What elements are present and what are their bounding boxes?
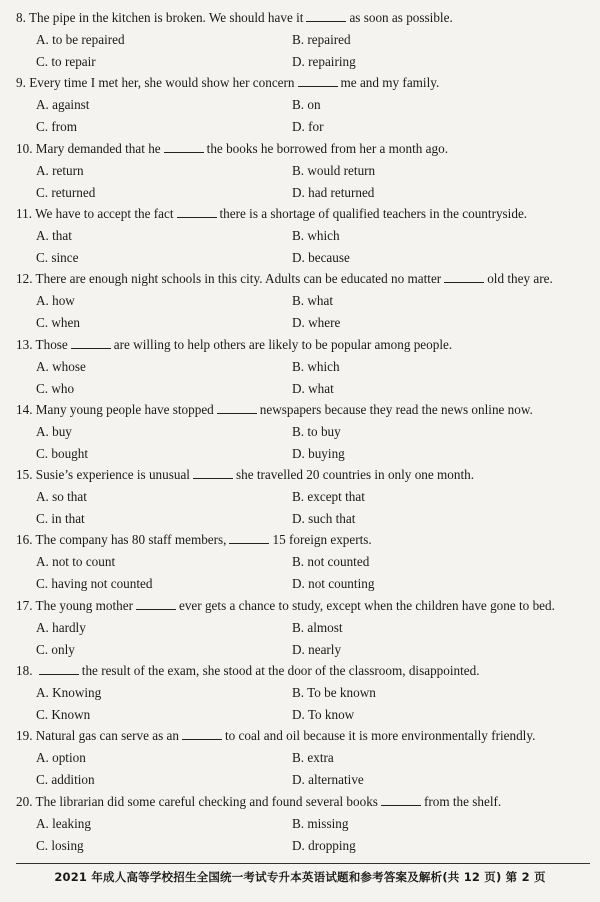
option-d: D. because <box>292 249 350 265</box>
option-b: B. not counted <box>292 554 370 570</box>
stem-after-blank: me and my family. <box>340 75 440 91</box>
question-number: 11. <box>16 205 32 221</box>
option-d: D. not counting <box>292 576 375 592</box>
option-b: B. on <box>292 97 321 113</box>
answer-blank <box>306 10 346 22</box>
option-b: B. would return <box>292 162 376 178</box>
stem-after-blank: there is a shortage of qualified teachers in the countryside. <box>219 205 528 221</box>
option-b: B. missing <box>292 815 349 831</box>
page-footer: 2021 年成人高等学校招生全国统一考试专升本英语试题和参考答案及解析(共 12 页) 第 2 页 <box>54 870 546 884</box>
option-d: D. dropping <box>292 837 356 853</box>
option-d: D. To know <box>292 707 355 722</box>
option-c: C. losing <box>36 837 84 853</box>
option-d: D. what <box>292 380 334 396</box>
stem-after-blank: old they are. <box>487 271 553 287</box>
option-c: C. when <box>36 315 80 331</box>
question-number: 8. <box>16 10 26 25</box>
stem-before-blank: There are enough night schools in this city. Adults can be educated no matter <box>35 271 442 287</box>
option-b: B. extra <box>292 750 334 766</box>
answer-blank <box>298 75 338 87</box>
option-b: B. to buy <box>292 423 341 439</box>
question-number: 17. <box>16 597 33 613</box>
question-stem <box>16 337 452 353</box>
stem-after-blank: are willing to help others are likely to be popular among people. <box>113 336 453 352</box>
option-a: A. to be repaired <box>36 32 125 47</box>
question-stem <box>16 141 448 157</box>
question-number: 18. <box>16 663 33 678</box>
stem-after-blank: she travelled 20 countries in only one month. <box>235 467 475 483</box>
footer-divider <box>16 863 590 864</box>
option-d: D. repairing <box>292 54 356 69</box>
stem-after-blank: from the shelf. <box>423 793 502 809</box>
stem-before-blank: Mary demanded that he <box>35 140 161 156</box>
stem-before-blank: The company has 80 staff members, <box>35 532 227 548</box>
option-b: B. what <box>292 293 334 309</box>
option-a: A. so that <box>36 489 87 505</box>
question-stem <box>16 794 501 810</box>
option-c: C. bought <box>36 445 89 461</box>
stem-before-blank: Those <box>35 336 68 352</box>
question-stem <box>16 271 553 287</box>
option-a: A. whose <box>36 358 86 374</box>
option-d: D. such that <box>292 511 356 527</box>
option-a: A. against <box>36 97 90 113</box>
option-d: D. had returned <box>292 184 375 200</box>
option-a: A. how <box>36 293 75 309</box>
question-number: 13. <box>16 336 33 352</box>
answer-blank <box>164 141 204 153</box>
question-number: 9. <box>16 75 26 91</box>
question-number: 15. <box>16 467 33 483</box>
question-stem <box>16 728 535 744</box>
option-b: B. To be known <box>292 685 376 700</box>
stem-before-blank: The librarian did some careful checking and found several books <box>35 793 378 809</box>
answer-blank <box>217 402 257 414</box>
question-number: 14. <box>16 401 33 417</box>
stem-before-blank: Many young people have stopped <box>35 401 214 417</box>
option-c: C. in that <box>36 511 85 527</box>
option-a: A. buy <box>36 423 72 439</box>
answer-blank <box>136 598 176 610</box>
option-a: A. leaking <box>36 815 91 831</box>
question-stem <box>16 663 480 679</box>
stem-before-blank: The young mother <box>35 597 133 613</box>
question-number: 20. <box>16 793 33 809</box>
option-a: A. hardly <box>36 619 86 635</box>
answer-blank <box>444 271 484 283</box>
answer-blank <box>39 663 79 675</box>
option-a: A. option <box>36 750 86 766</box>
answer-blank <box>381 794 421 806</box>
question-number: 19. <box>16 728 33 744</box>
option-c: C. Known <box>36 707 91 722</box>
option-a: A. that <box>36 227 72 243</box>
option-c: C. from <box>36 119 78 135</box>
option-d: D. where <box>292 315 341 331</box>
stem-before-blank: Natural gas can serve as an <box>35 728 179 744</box>
option-d: D. alternative <box>292 772 364 788</box>
option-c: C. to repair <box>36 54 96 69</box>
option-b: B. repaired <box>292 32 351 47</box>
option-c: C. addition <box>36 772 95 788</box>
answer-blank <box>193 467 233 479</box>
option-d: D. nearly <box>292 641 342 657</box>
option-d: D. buying <box>292 445 345 461</box>
stem-before-blank: Every time I met her, she would show her concern <box>29 75 295 91</box>
question-stem <box>16 532 372 548</box>
option-a: A. return <box>36 162 84 178</box>
answer-blank <box>229 532 269 544</box>
question-number: 12. <box>16 271 33 287</box>
option-c: C. only <box>36 641 75 657</box>
question-stem <box>16 206 527 222</box>
answer-blank <box>177 206 217 218</box>
stem-before-blank: The pipe in the kitchen is broken. We should have it <box>28 10 304 25</box>
stem-before-blank: Susie’s experience is unusual <box>35 467 190 483</box>
answer-blank <box>182 728 222 740</box>
option-b: B. which <box>292 358 340 374</box>
option-c: C. who <box>36 380 75 396</box>
stem-after-blank: 15 foreign experts. <box>272 532 372 548</box>
stem-after-blank: ever gets a chance to study, except when the children have gone to bed. <box>178 597 555 613</box>
question-stem <box>16 10 453 26</box>
stem-after-blank: the result of the exam, she stood at the door of the classroom, disappointed. <box>81 663 480 678</box>
question-number: 10. <box>16 140 33 156</box>
stem-before-blank: We have to accept the fact <box>35 205 174 221</box>
answer-blank <box>71 337 111 349</box>
stem-after-blank: newspapers because they read the news online now. <box>259 401 533 417</box>
stem-after-blank: as soon as possible. <box>349 10 453 25</box>
question-stem <box>16 75 439 91</box>
option-a: A. Knowing <box>36 685 102 700</box>
option-d: D. for <box>292 119 324 135</box>
option-c: C. since <box>36 249 79 265</box>
question-stem <box>16 467 474 483</box>
question-number: 16. <box>16 532 33 548</box>
stem-after-blank: to coal and oil because it is more environmentally friendly. <box>224 728 536 744</box>
option-b: B. almost <box>292 619 343 635</box>
question-stem <box>16 598 555 614</box>
option-b: B. which <box>292 227 340 243</box>
option-c: C. returned <box>36 184 96 200</box>
question-stem <box>16 402 533 418</box>
option-c: C. having not counted <box>36 576 153 592</box>
option-a: A. not to count <box>36 554 116 570</box>
option-b: B. except that <box>292 489 365 505</box>
stem-after-blank: the books he borrowed from her a month ago. <box>206 140 448 156</box>
